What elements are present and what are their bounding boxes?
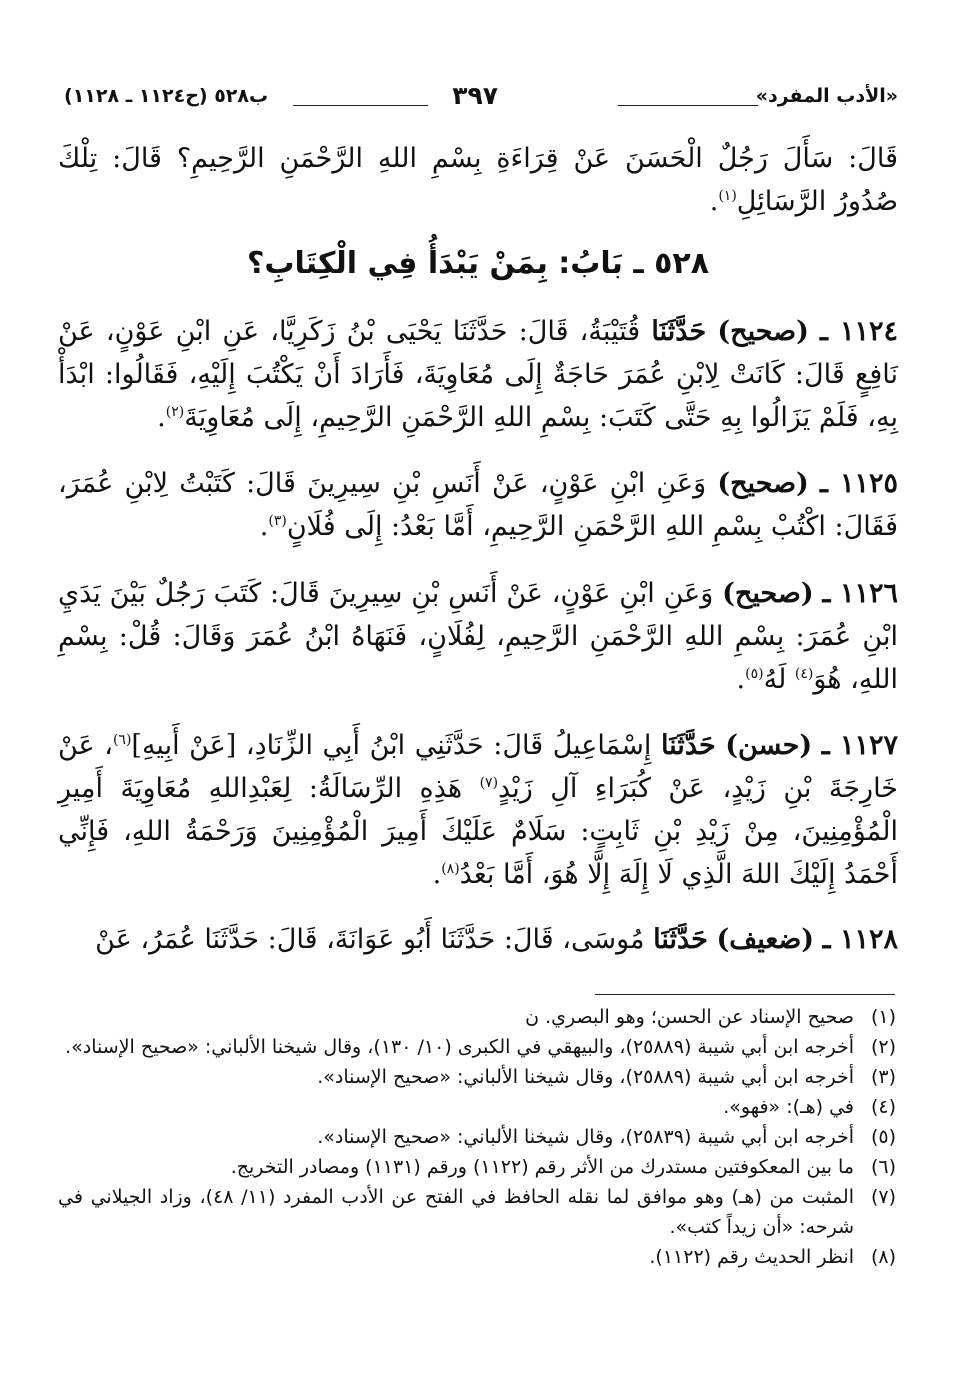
- hadith-text: مُوسَى، قَالَ: حَدَّثَنَا أَبُو عَوَانَةَ، قَالَ: حَدَّثَنَا عُمَرُ، عَنْ: [95, 924, 645, 955]
- footnote-number: (٨): [870, 1246, 896, 1268]
- footnote-text: المثبت من (هـ) وهو موافق لما نقله الحافظ في الفتح عن الأدب المفرد (١١/ ٤٨)، وزاد الجيلاني في شرحه: «أن زيداً كتب».: [58, 1186, 854, 1238]
- footnote-text: أخرجه ابن أبي شيبة (٢٥٨٣٩)، وقال شيخنا الألباني: «صحيح الإسناد».: [317, 1126, 854, 1148]
- hadith-grade: (صحيح): [717, 316, 809, 347]
- footnote-text: أخرجه ابن أبي شيبة (٢٥٨٨٩)، والبيهقي في الكبرى (١٠/ ١٣٠)، وقال شيخنا الألباني: «صحيح الإسناد».: [65, 1036, 854, 1058]
- hadith-number: ١١٢٨ ـ: [822, 924, 898, 955]
- hadith-number: ١١٢٤ ـ: [820, 316, 898, 347]
- footnote-number: (٣): [870, 1066, 896, 1088]
- page-number: ٣٩٧: [452, 81, 498, 110]
- hadith-number: ١١٢٥ ـ: [820, 468, 898, 499]
- hadith-grade: (صحيح): [717, 468, 809, 499]
- footnote: [58, 1152, 896, 1182]
- hadith-grade: (حسن): [725, 730, 813, 761]
- footnote-number: (٥): [870, 1126, 896, 1148]
- footnote-ref: (٤): [794, 666, 814, 682]
- footnote-number: (١): [870, 1006, 896, 1028]
- hadith-text: وَعَنِ ابْنِ عَوْنٍ، عَنْ أَنَسِ بْنِ سِيرِينَ قَالَ: كَتَبَ رَجُلٌ بَيْنَ يَدَيِ ابْنِ عُمَرَ: بِسْمِ اللهِ الرَّحْمَنِ الرَّحِيمِ، لِفُلَانٍ، فَنَهَاهُ ابْنُ عُمَرَ وَقَالَ: قُلْ: بِسْمِ اللهِ، هُوَ: [58, 578, 898, 695]
- footnote-text: في (هـ): «فهو».: [723, 1096, 854, 1118]
- header-rule: [618, 105, 758, 106]
- footnote-ref: (٨): [441, 861, 460, 877]
- footnote: [58, 1242, 896, 1272]
- hadith-paragraph: ١١٢٥ ـ (صحيح) وَعَنِ ابْنِ عَوْنٍ، عَنْ أَنَسِ بْنِ سِيرِينَ قَالَ: كَتَبْتُ لِابْنِ عُمَرَ، فَقَالَ: اكْتُبْ بِسْمِ اللهِ الرَّحْمَنِ الرَّحِيمِ، أَمَّا بَعْدُ: إِلَى فُلَانٍ$^{(٣)}$.: [58, 468, 898, 542]
- footnote: [58, 1092, 896, 1122]
- hadith-grade: (ضعيف): [716, 924, 815, 955]
- footnote-ref: (٢): [165, 404, 185, 420]
- footnote: [58, 1002, 896, 1032]
- footnote-text: أخرجه ابن أبي شيبة (٢٥٨٨٩)، وقال شيخنا الألباني: «صحيح الإسناد».: [317, 1066, 854, 1088]
- footnote-ref: (٦): [112, 732, 132, 748]
- footnote-text: انظر الحديث رقم (١١٢٢).: [649, 1246, 854, 1268]
- hadith-paragraph: ١١٢٧ ـ (حسن) حَدَّثَنَا إِسْمَاعِيلُ قَالَ: حَدَّثَنِي ابْنُ أَبِي الزِّنَادِ، [عَنْ أَبِيهِ]$^{(٦)}$، عَنْ خَارِجَةَ بْنِ زَيْدٍ، عَنْ كُبَرَاءِ آلِ زَيْدٍ$^{(٧)}$ هَذِهِ الرِّسَالَةُ: لِعَبْدِاللهِ مُعَاوِيَةَ أَمِيرِ الْمُؤْمِنِينَ، مِنْ زَيْدِ بْنِ ثَابِتٍ: سَلَامٌ عَلَيْكَ أَمِيرَ الْمُؤْمِنِينَ وَرَحْمَةُ اللهِ، فَإِنِّي أَحْمَدُ إِلَيْكَ اللهَ الَّذِي لَا إِلَهَ إِلَّا هُوَ، أَمَّا بَعْدُ$^{(٨)}$.: [58, 730, 899, 890]
- footnote-rule: [595, 994, 895, 995]
- hadith-grade: (صحيح): [722, 578, 814, 609]
- footnote-number: (٢): [870, 1036, 896, 1058]
- footnote-text: ما بين المعكوفتين مستدرك من الأثر رقم (١١٢٢) ورقم (١١٣١) ومصادر التخريج.: [230, 1156, 854, 1178]
- hadith-text: وَعَنِ ابْنِ عَوْنٍ، عَنْ أَنَسِ بْنِ سِيرِينَ قَالَ: كَتَبْتُ لِابْنِ عُمَرَ، فَقَالَ: اكْتُبْ بِسْمِ اللهِ الرَّحْمَنِ الرَّحِيمِ، أَمَّا بَعْدُ: إِلَى فُلَانٍ: [58, 468, 898, 542]
- footnote-ref: (١): [718, 188, 737, 204]
- hadith-paragraph: ١١٢٤ ـ (صحيح) حَدَّثَنَا قُتَيْبَةُ، قَالَ: حَدَّثَنَا يَحْيَى بْنُ زَكَرِيَّا، عَنِ ابْنِ عَوْنٍ، عَنْ نَافِعٍ قَالَ: كَانَتْ لِابْنِ عُمَرَ حَاجَةٌ إِلَى مُعَاوِيَةَ، فَأَرَادَ أَنْ يَكْتُبَ إِلَيْهِ، فَقَالُوا: ابْدَأْ بِهِ، فَلَمْ يَزَالُوا بِهِ حَتَّى كَتَبَ: بِسْمِ اللهِ الرَّحْمَنِ الرَّحِيمِ، إِلَى مُعَاوِيَةَ$^{(٢)}$.: [58, 316, 898, 433]
- book-title: «الأدب المفرد»: [755, 85, 898, 107]
- footnote-text: صحيح الإسناد عن الحسن؛ وهو البصري. ن: [525, 1006, 854, 1028]
- narration-opener: حَدَّثَنَا: [651, 316, 707, 347]
- narration-opener: حَدَّثَنَا: [660, 730, 716, 761]
- intro-paragraph: قَالَ: سَأَلَ رَجُلٌ الْحَسَنَ عَنْ قِرَاءَةِ بِسْمِ اللهِ الرَّحْمَنِ الرَّحِيمِ؟ قَالَ: تِلْكَ صُدُورُ الرَّسَائِلِ$^{(١)}$.: [58, 143, 898, 217]
- footnote-ref: (٣): [268, 513, 287, 529]
- hadith-number: ١١٢٧ ـ: [821, 730, 899, 761]
- header-rule: [293, 105, 428, 106]
- hadith-paragraph: ١١٢٦ ـ (صحيح) وَعَنِ ابْنِ عَوْنٍ، عَنْ أَنَسِ بْنِ سِيرِينَ قَالَ: كَتَبَ رَجُلٌ بَيْنَ يَدَيِ ابْنِ عُمَرَ: بِسْمِ اللهِ الرَّحْمَنِ الرَّحِيمِ، لِفُلَانٍ، فَنَهَاهُ ابْنُ عُمَرَ وَقَالَ: قُلْ: بِسْمِ اللهِ، هُوَ$^{(٤)}$ لَهُ$^{(٥)}$.: [58, 578, 899, 695]
- hadith-paragraph: [58, 918, 898, 961]
- footnote-ref: (٥): [745, 666, 764, 682]
- section-range: ب٥٢٨ (ح١١٢٤ ـ ١١٢٨): [64, 85, 269, 107]
- footnote: [58, 1032, 896, 1062]
- footnote-number: (٦): [870, 1156, 896, 1178]
- footnote-ref: (٧): [479, 775, 499, 791]
- footnote-number: (٧): [870, 1186, 896, 1208]
- running-header: [64, 83, 898, 111]
- narration-opener: حَدَّثَنَا: [653, 924, 708, 955]
- footnote: [58, 1182, 896, 1242]
- hadith-text: إِسْمَاعِيلُ قَالَ: حَدَّثَنِي ابْنُ أَبِي الزِّنَادِ، [عَنْ أَبِيهِ]: [131, 730, 652, 761]
- footnote: [58, 1062, 896, 1092]
- footnotes: [58, 1002, 896, 1272]
- footnote: [58, 1122, 896, 1152]
- footnote-number: (٤): [870, 1096, 896, 1118]
- hadith-number: ١١٢٦ ـ: [822, 578, 899, 609]
- chapter-title: ٥٢٨ ـ بَابُ: بِمَنْ يَبْدَأُ فِي الْكِتَابِ؟: [246, 246, 710, 281]
- hadith-text: قُتَيْبَةُ، قَالَ: حَدَّثَنَا يَحْيَى بْنُ زَكَرِيَّا، عَنِ ابْنِ عَوْنٍ، عَنْ نَافِعٍ قَالَ: كَانَتْ لِابْنِ عُمَرَ حَاجَةٌ إِلَى مُعَاوِيَةَ، فَأَرَادَ أَنْ يَكْتُبَ إِلَيْهِ، فَقَالُوا: ابْدَأْ بِهِ، فَلَمْ يَزَالُوا بِهِ حَتَّى كَتَبَ: بِسْمِ اللهِ الرَّحْمَنِ الرَّحِيمِ، إِلَى مُعَاوِيَةَ: [58, 316, 898, 433]
